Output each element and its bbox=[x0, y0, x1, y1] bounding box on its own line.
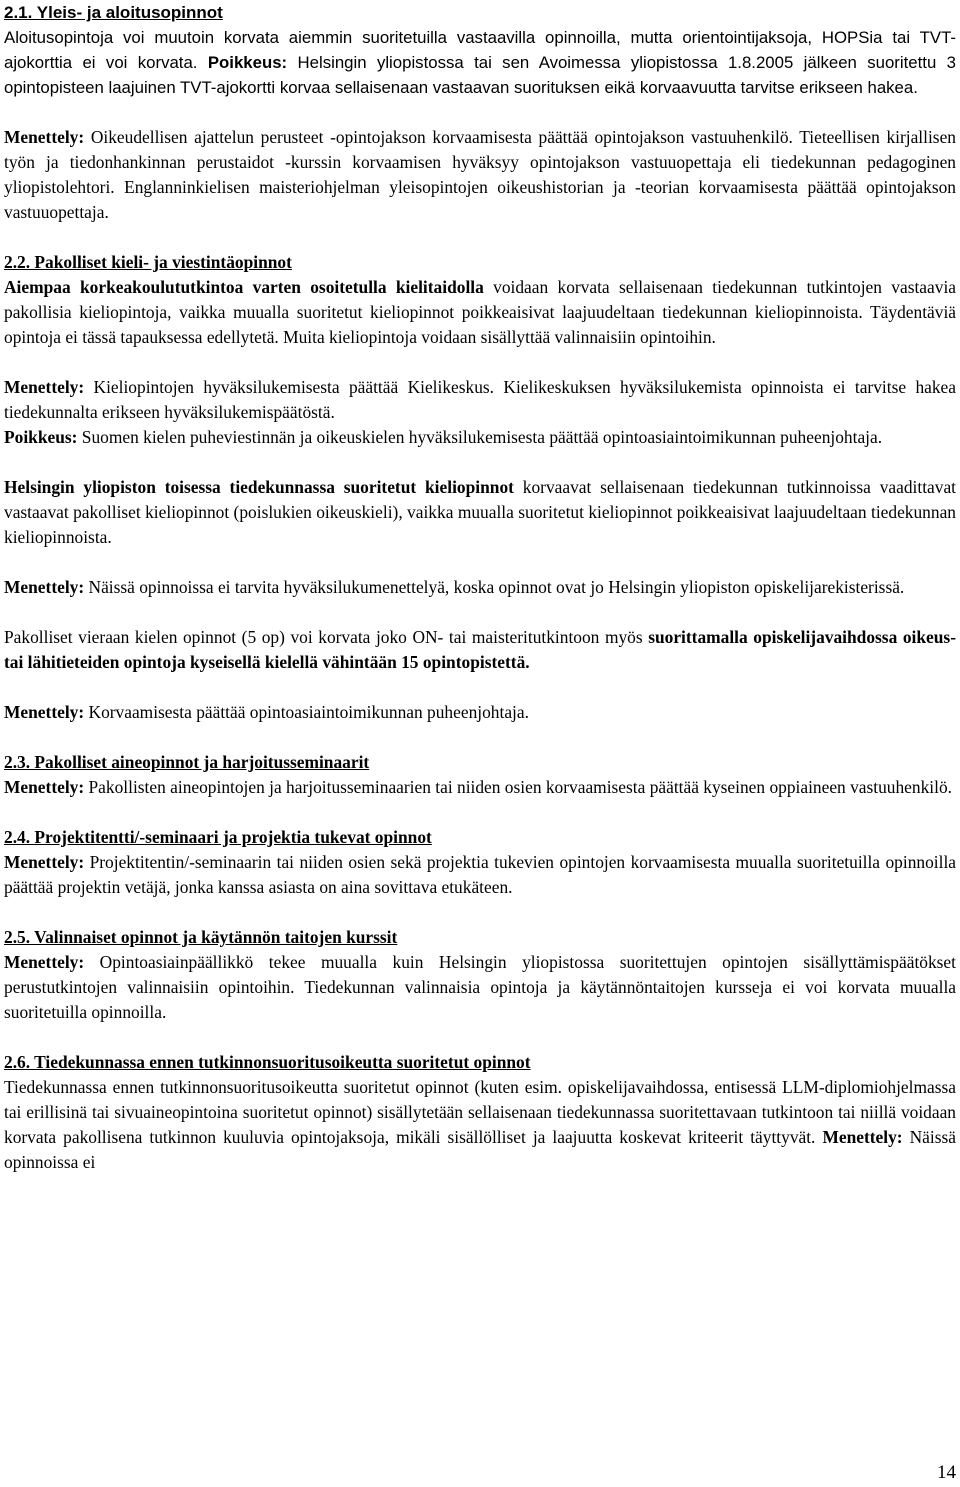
body-text: Näissä opinnoissa ei tarvita hyväksilukumenettelyä, koska opinnot ovat jo Helsingin yliopiston opiskelijarekisterissä. bbox=[84, 577, 905, 597]
body-text: Pakolliset vieraan kielen opinnot (5 op) voi korvata joko ON- tai maisteritutkintoon myös bbox=[4, 627, 649, 647]
section-heading-2-6: 2.6. Tiedekunnassa ennen tutkinnonsuoritusoikeutta suoritetut opinnot bbox=[4, 1052, 531, 1072]
paragraph bbox=[4, 475, 956, 550]
label-poikkeus: Poikkeus: bbox=[4, 427, 78, 447]
paragraph bbox=[4, 125, 956, 225]
paragraph bbox=[4, 25, 956, 100]
paragraph bbox=[4, 575, 956, 600]
document-page bbox=[4, 0, 956, 1175]
label-menettely: Menettely: bbox=[4, 127, 85, 147]
body-text: Kieliopintojen hyväksilukemisesta päättää Kielikeskus. Kielikeskuksen hyväksilukemista opinnoista ei tarvitse hakea tiedekunnalta erikseen hyväksilukemispäätöstä. bbox=[4, 377, 956, 422]
body-text: voidaan korvata sellaisenaan tiedekunnan tutkintojen vastaavia pakollisia kieliopintoja, vaikka muualla suoritetut kieliopinnot poikkeaisivat laajuudeltaan tiedekunnan kieliopinnoista. Täydentäviä opintoja ei tässä tapauksessa edellytetä. Muita kieliopintoja voidaan sisällyttää valinnaisiin opintoihin. bbox=[4, 277, 956, 347]
section-heading-2-4: 2.4. Projektitentti/-seminaari ja projektia tukevat opinnot bbox=[4, 827, 432, 847]
label-menettely: Menettely: bbox=[822, 1127, 903, 1147]
label-menettely: Menettely: bbox=[4, 577, 85, 597]
body-text: Korvaamisesta päättää opintoasiaintoimikunnan puheenjohtaja. bbox=[84, 702, 529, 722]
body-text: Näissä opinnoissa ei bbox=[4, 1127, 956, 1172]
paragraph bbox=[4, 850, 956, 900]
paragraph bbox=[4, 775, 956, 800]
bold-text: suorittamalla opiskelijavaihdossa oikeus- tai lähitieteiden opintoja kyseisellä kielellä vähintään 15 opintopistettä. bbox=[4, 627, 956, 672]
body-text: Oikeudellisen ajattelun perusteet -opintojakson korvaamisesta päättää opintojakson vastuuhenkilö. Tieteellisen kirjallisen työn ja tiedonhankinnan perustaidot -kurssin korvaamisen hyväksyy opintojakson vastuuopettaja eli tiedekunnan pedagoginen yliopistolehtori. Englanninkielisen maisteriohjelman yleisopintojen oikeushistorian ja -teorian korvaamisesta päättää opintojakson vastuuopettaja. bbox=[4, 127, 956, 222]
body-text: Opintoasiainpäällikkö tekee muualla kuin Helsingin yliopistossa suoritettujen opintojen sisällyttämispäätökset perustutkintojen valinnaisiin opintoihin. Tiedekunnan valinnaisia opintoja ja käytännöntaitojen kursseja ei voi korvata muualla suoritetuilla opinnoilla. bbox=[4, 952, 956, 1022]
paragraph bbox=[4, 425, 956, 450]
body-text: Suomen kielen puheviestinnän ja oikeuskielen hyväksilukemisesta päättää opintoasiaintoimikunnan puheenjohtaja. bbox=[77, 427, 883, 447]
paragraph bbox=[4, 950, 956, 1025]
label-menettely: Menettely: bbox=[4, 777, 85, 797]
body-text: Tiedekunnassa ennen tutkinnonsuoritusoikeutta suoritetut opinnot (kuten esim. opiskelijavaihdossa, entisessä LLM-diplomiohjelmassa tai erillisinä tai sivuaineopintoina suoritetut opinnot) sisällytetään sellaisenaan tiedekunnassa suoritettavaan tutkintoon tai niillä voidaan korvata pakollisena tutkinnon kuuluvia opintojaksoja, mikäli sisällölliset ja laajuutta koskevat kriteerit täyttyvät. bbox=[4, 1077, 956, 1147]
paragraph bbox=[4, 700, 956, 725]
page-number: 14 bbox=[937, 1462, 956, 1483]
body-text: Projektitentin/-seminaarin tai niiden osien sekä projektia tukevien opintojen korvaamisesta muualla suoritetuilla opinnoilla päättää projektin vetäjä, jonka kanssa asiasta on aina sovittava etukäteen. bbox=[4, 852, 956, 897]
paragraph bbox=[4, 625, 956, 675]
paragraph bbox=[4, 275, 956, 350]
label-menettely: Menettely: bbox=[4, 377, 85, 397]
body-text: korvaavat sellaisenaan tiedekunnan tutkinnoissa vaadittavat vastaavat pakolliset kieliopinnot (poislukien oikeuskieli), vaikka muualla suoritetut kieliopinnot poikkeaisivat laajuudeltaan tiedekunnan kieliopinnoista. bbox=[4, 477, 957, 547]
paragraph bbox=[4, 375, 956, 425]
body-text: Pakollisten aineopintojen ja harjoitusseminaarien tai niiden osien korvaamisesta päättää kyseinen oppiaineen vastuuhenkilö. bbox=[84, 777, 952, 797]
body-text: Helsingin yliopistossa tai sen Avoimessa yliopistossa 1.8.2005 jälkeen suoritettu 3 opintopisteen laajuinen TVT-ajokortti korvaa sellaisenaan vastaavan suorituksen eikä korvaavuutta tarvitse erikseen hakea. bbox=[4, 53, 956, 97]
label-menettely: Menettely: bbox=[4, 852, 85, 872]
label-menettely: Menettely: bbox=[4, 952, 85, 972]
paragraph bbox=[4, 1075, 956, 1175]
bold-text: Aiempaa korkeakoulututkintoa varten osoitetulla kielitaidolla bbox=[4, 277, 484, 297]
label-menettely: Menettely: bbox=[4, 702, 85, 722]
section-heading-2-5: 2.5. Valinnaiset opinnot ja käytännön taitojen kurssit bbox=[4, 927, 398, 947]
section-heading-2-3: 2.3. Pakolliset aineopinnot ja harjoitusseminaarit bbox=[4, 752, 370, 772]
bold-text: Helsingin yliopiston toisessa tiedekunnassa suoritetut kieliopinnot bbox=[4, 477, 514, 497]
label-poikkeus: Poikkeus: bbox=[207, 53, 288, 72]
body-text: Aloitusopintoja voi muutoin korvata aiemmin suoritetuilla vastaavilla opinnoilla, mutta orientointijaksoja, HOPSia tai TVT-ajokorttia ei voi korvata. bbox=[4, 28, 956, 72]
section-heading-2-1: 2.1. Yleis- ja aloitusopinnot bbox=[4, 3, 223, 22]
section-heading-2-2: 2.2. Pakolliset kieli- ja viestintäopinnot bbox=[4, 252, 292, 272]
